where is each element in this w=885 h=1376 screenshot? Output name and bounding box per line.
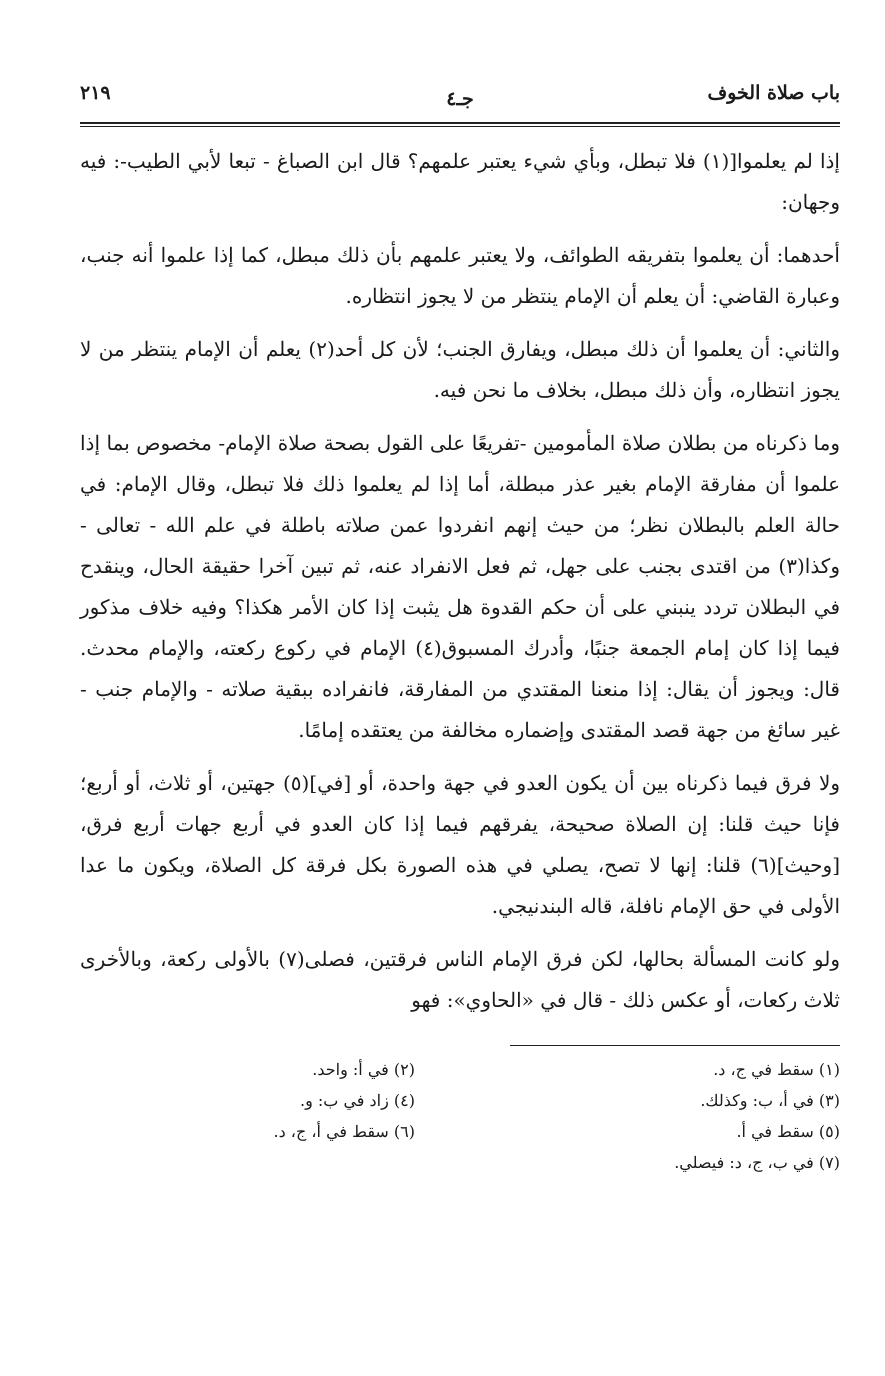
paragraph: والثاني: أن يعلموا أن ذلك مبطل، ويفارق الجنب؛ لأن كل أحد(٢) يعلم أن الإمام ينتظر من لا يجوز انتظاره، وأن ذلك مبطل، بخلاف ما نحن فيه. bbox=[80, 337, 840, 402]
chapter-title: باب صلاة الخوف bbox=[707, 82, 840, 104]
footnote: (٢) في أ: واحد. bbox=[312, 1060, 415, 1079]
footnote: (١) سقط في ج، د. bbox=[713, 1060, 840, 1079]
paragraph: ولو كانت المسألة بحالها، لكن فرق الإمام الناس فرقتين، فصلى(٧) بالأولى ركعة، وبالأخرى ثلاث ركعات، أو عكس ذلك - قال في «الحاوي»: فهو bbox=[80, 947, 840, 1012]
paragraph: وما ذكرناه من بطلان صلاة المأمومين -تفريعًا على القول بصحة صلاة الإمام- مخصوص بما إذا علموا أن مفارقة الإمام بغير عذر مبطلة، أما إذا لم يعلموا ذلك فلا تبطل، وقال الإمام: في حالة العلم بالبطلان نظر؛ من حيث إنهم انفردوا عمن صلاته باطلة في علم الله - تعالى - وكذا(٣) من اقتدى بجنب على جهل، ثم فعل الانفراد عنه، ثم تبين آخرا حقيقة الحال، وينقدح في البطلان تردد ينبني على أن حكم القدوة هل يثبت إذا كان الأمر هكذا؟ وفيه خلاف مذكور فيما إذا كان إمام الجمعة جنبًا، وأدرك المسبوق(٤) الإمام في ركوع ركعته، والإمام محدث. قال: ويجوز أن يقال: إذا منعنا المقتدي من المفارقة، فانفراده ببقية صلاته - والإمام جنب - غير سائغ من جهة قصد المقتدى وإضماره مخالفة من يعتقده إمامًا. bbox=[80, 431, 840, 742]
footnote: (٤) زاد في ب: و. bbox=[300, 1091, 415, 1110]
paragraph: أحدهما: أن يعلموا بتفريقه الطوائف، ولا يعتبر علمهم بأن ذلك مبطل، كما إذا علموا أنه جنب، وعبارة القاضي: أن يعلم أن الإمام ينتظر من لا يجوز انتظاره. bbox=[80, 243, 840, 308]
footnote: (٧) في ب، ج، د: فيصلي. bbox=[674, 1153, 840, 1172]
body-text bbox=[80, 141, 840, 1021]
running-header bbox=[80, 82, 840, 116]
footnote: (٦) سقط في أ، ج، د. bbox=[273, 1122, 415, 1141]
paragraph: ولا فرق فيما ذكرناه بين أن يكون العدو في جهة واحدة، أو [في](٥) جهتين، أو ثلاث، أو أربع؛ فإنا حيث قلنا: إن الصلاة صحيحة، يفرقهم فيما إذا كان العدو في أربع جهات أربع فرق، [وحيث](٦) قلنا: إنها لا تصح، يصلي في هذه الصورة بكل فرقة كل الصلاة، ويكون ما عدا الأولى في حق الإمام نافلة، قاله البندنيجي. bbox=[80, 771, 841, 918]
document-page bbox=[80, 82, 840, 1176]
paragraph: إذا لم يعلموا[(١) فلا تبطل، وبأي شيء يعتبر علمهم؟ قال ابن الصباغ - تبعا لأبي الطيب-: فيه وجهان: bbox=[80, 149, 840, 214]
footnotes bbox=[80, 1056, 840, 1176]
page-number: ٢١٩ bbox=[80, 82, 111, 104]
header-rule-thin bbox=[80, 126, 840, 127]
footnote: (٣) في أ، ب: وكذلك. bbox=[700, 1091, 840, 1110]
footnote-separator bbox=[510, 1045, 840, 1046]
footnote: (٥) سقط في أ. bbox=[736, 1122, 840, 1141]
header-rule-thick bbox=[80, 122, 840, 124]
volume-label: جـ٤ bbox=[446, 88, 474, 110]
